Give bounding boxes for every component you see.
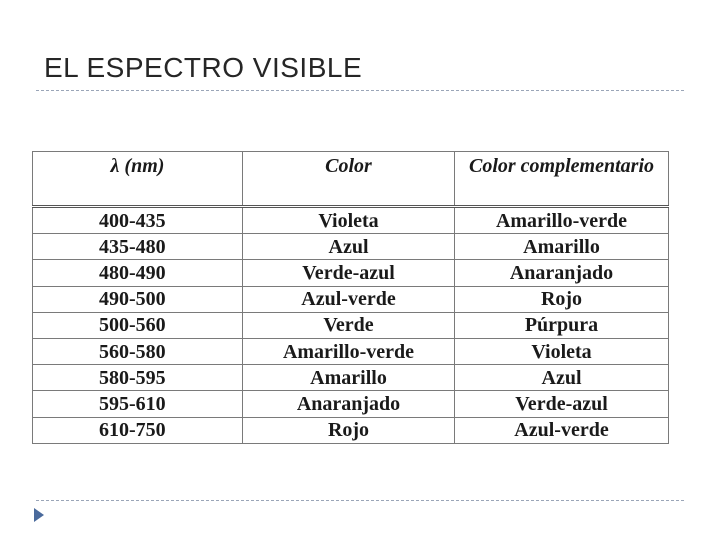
spectrum-table bbox=[32, 151, 669, 444]
color-cell: Amarillo bbox=[243, 365, 455, 391]
table-header-row bbox=[33, 152, 669, 207]
wavelength-cell: 580-595 bbox=[33, 365, 243, 391]
table-row bbox=[33, 365, 669, 391]
wavelength-cell: 490-500 bbox=[33, 286, 243, 312]
color-cell: Violeta bbox=[243, 207, 455, 234]
complementary-color-cell: Amarillo-verde bbox=[455, 207, 669, 234]
complementary-color-cell: Verde-azul bbox=[455, 391, 669, 417]
wavelength-cell: 610-750 bbox=[33, 417, 243, 443]
table-row bbox=[33, 391, 669, 417]
table-row bbox=[33, 260, 669, 286]
spectrum-table-container bbox=[32, 151, 668, 444]
table-row bbox=[33, 338, 669, 364]
complementary-color-cell: Púrpura bbox=[455, 312, 669, 338]
color-cell: Verde bbox=[243, 312, 455, 338]
complementary-color-cell: Rojo bbox=[455, 286, 669, 312]
table-row bbox=[33, 234, 669, 260]
table-row bbox=[33, 207, 669, 234]
footer-divider bbox=[36, 500, 684, 501]
color-cell: Verde-azul bbox=[243, 260, 455, 286]
wavelength-cell: 435-480 bbox=[33, 234, 243, 260]
complementary-color-cell: Azul-verde bbox=[455, 417, 669, 443]
header-wavelength: λ (nm) bbox=[33, 152, 243, 207]
header-color: Color bbox=[243, 152, 455, 207]
table-row bbox=[33, 312, 669, 338]
triangle-bullet-icon bbox=[34, 508, 44, 522]
color-cell: Rojo bbox=[243, 417, 455, 443]
wavelength-cell: 595-610 bbox=[33, 391, 243, 417]
table-row bbox=[33, 417, 669, 443]
color-cell: Amarillo-verde bbox=[243, 338, 455, 364]
header-complementary-color: Color complementario bbox=[455, 152, 669, 207]
complementary-color-cell: Azul bbox=[455, 365, 669, 391]
color-cell: Anaranjado bbox=[243, 391, 455, 417]
color-cell: Azul-verde bbox=[243, 286, 455, 312]
complementary-color-cell: Anaranjado bbox=[455, 260, 669, 286]
wavelength-cell: 500-560 bbox=[33, 312, 243, 338]
complementary-color-cell: Violeta bbox=[455, 338, 669, 364]
slide-title: EL ESPECTRO VISIBLE bbox=[44, 52, 363, 83]
complementary-color-cell: Amarillo bbox=[455, 234, 669, 260]
wavelength-cell: 560-580 bbox=[33, 338, 243, 364]
table-row bbox=[33, 286, 669, 312]
wavelength-cell: 480-490 bbox=[33, 260, 243, 286]
table-body bbox=[33, 207, 669, 444]
color-cell: Azul bbox=[243, 234, 455, 260]
title-divider bbox=[36, 90, 684, 91]
wavelength-cell: 400-435 bbox=[33, 207, 243, 234]
